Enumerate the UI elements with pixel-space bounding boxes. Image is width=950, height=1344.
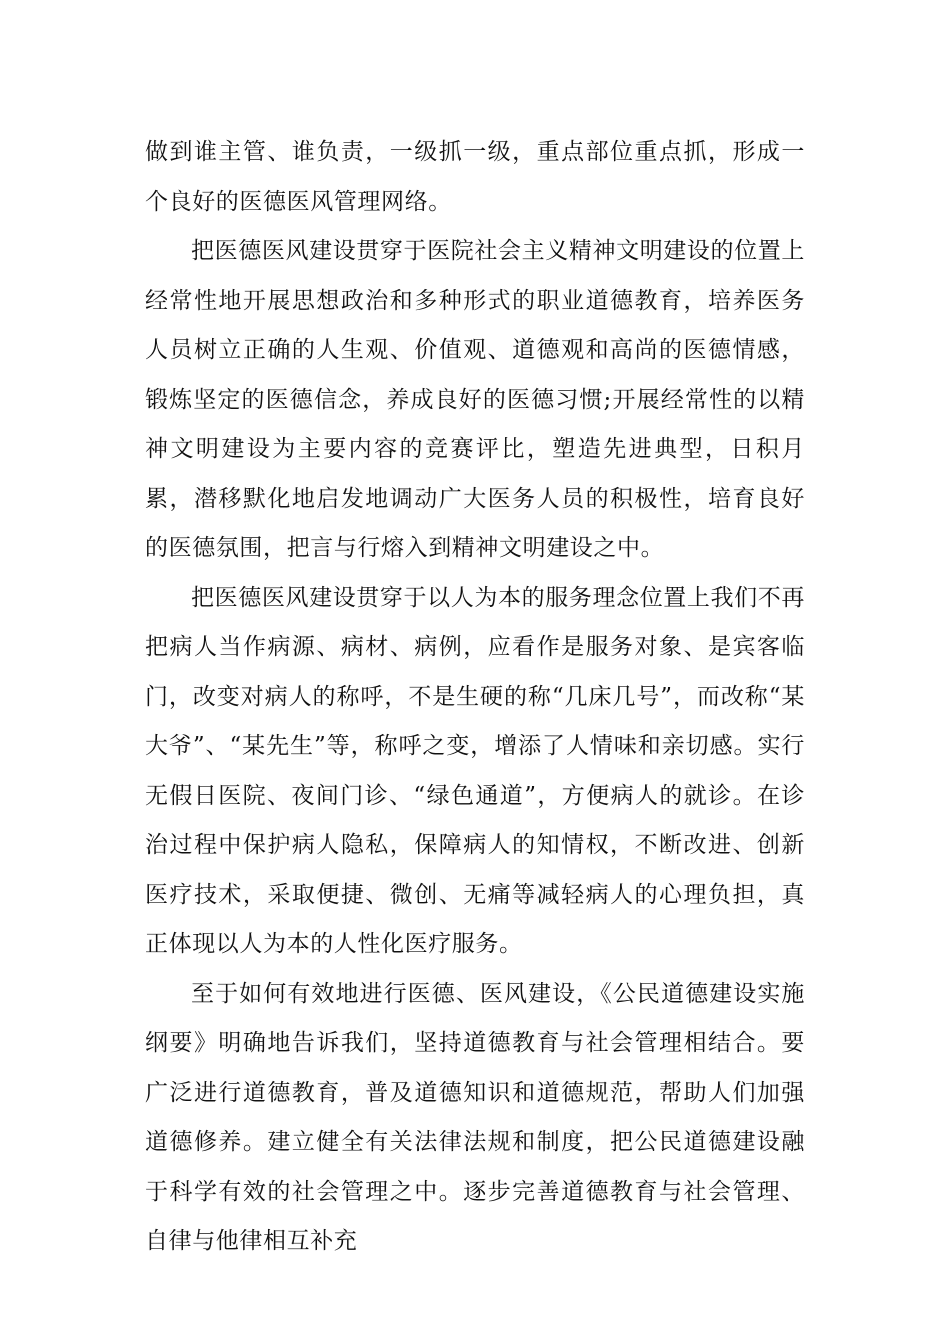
paragraph-2: 把医德医风建设贯穿于医院社会主义精神文明建设的位置上经常性地开展思想政治和多种形式的职业道德教育，培养医务人员树立正确的人生观、价值观、道德观和高尚的医德情感，锻炼坚定的医德信念，养成良好的医德习惯;开展经常性的以精神文明建设为主要内容的竞赛评比，塑造先进典型，日积月累，潜移默化地启发地调动广大医务人员的积极性，培育良好的医德氛围，把言与行熔入到精神文明建设之中。: [145, 238, 805, 561]
paragraph-1: 做到谁主管、谁负责，一级抓一级，重点部位重点抓，形成一个良好的医德医风管理网络。: [145, 139, 805, 215]
paragraph-4: 至于如何有效地进行医德、医风建设，《公民道德建设实施纲要》明确地告诉我们，坚持道德教育与社会管理相结合。要广泛进行道德教育，普及道德知识和道德规范，帮助人们加强道德修养。建立健全有关法律法规和制度，把公民道德建设融于科学有效的社会管理之中。逐步完善道德教育与社会管理、自律与他律相互补充: [145, 980, 805, 1254]
paragraph-3: 把医德医风建设贯穿于以人为本的服务理念位置上我们不再把病人当作病源、病材、病例，应看作是服务对象、是宾客临门，改变对病人的称呼，不是生硬的称“几床几号”，而改称“某大爷”、“某先生”等，称呼之变，增添了人情味和亲切感。实行无假日医院、夜间门诊、“绿色通道”，方便病人的就诊。在诊治过程中保护病人隐私，保障病人的知情权，不断改进、创新医疗技术，采取便捷、微创、无痛等减轻病人的心理负担，真正体现以人为本的人性化医疗服务。: [145, 584, 805, 957]
body-text: [145, 128, 805, 1267]
